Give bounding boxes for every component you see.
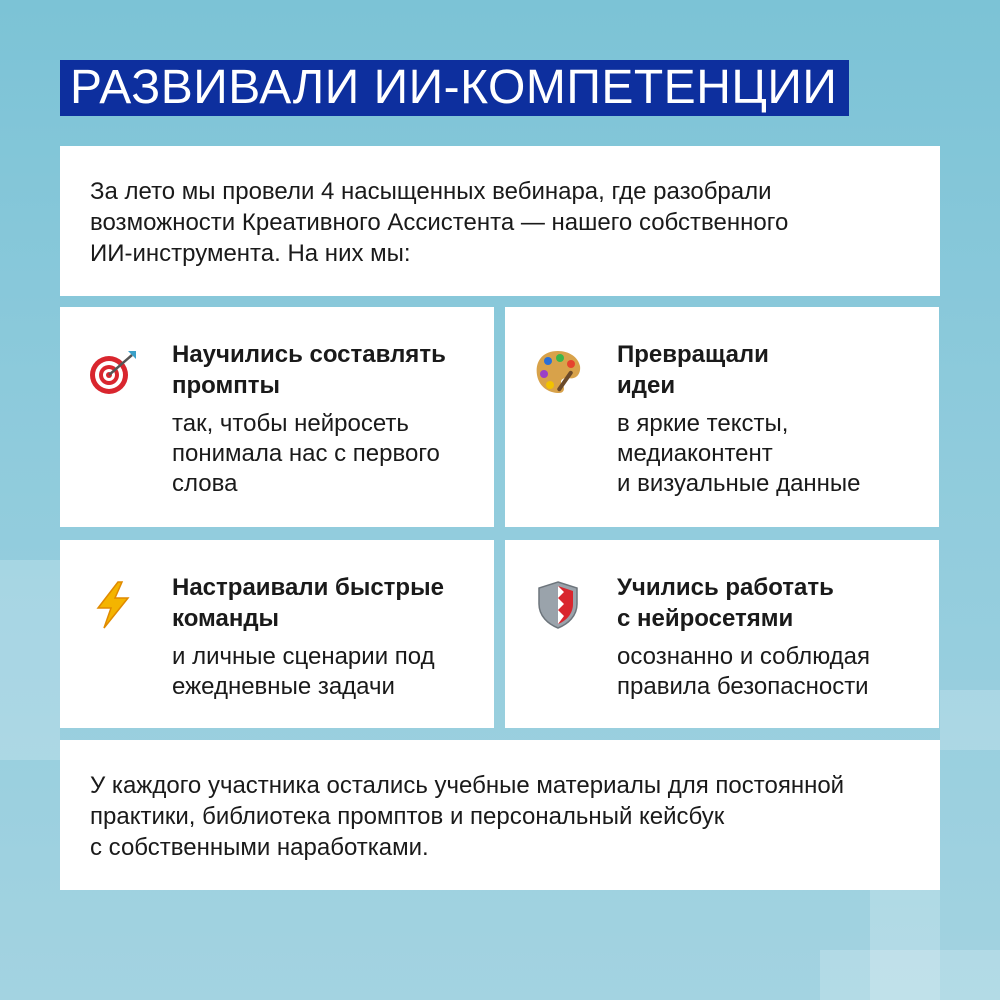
tile-commands	[60, 540, 494, 728]
tile-description: и личные сценарии под ежедневные задачи	[172, 643, 435, 700]
tile-prompts	[60, 307, 494, 527]
tile-ideas	[505, 307, 939, 527]
shield-icon	[533, 580, 583, 630]
tile-title: Научились составлять промпты	[172, 341, 446, 399]
tile-title: Учились работать с нейросетями	[617, 574, 834, 632]
background-shape	[820, 950, 1000, 1000]
target-icon	[88, 347, 138, 397]
tile-description: так, чтобы нейросеть понимала нас с первого слова	[172, 410, 440, 497]
tile-description: в яркие тексты, медиаконтент и визуальные данные	[617, 410, 861, 497]
tile-security	[505, 540, 939, 728]
tile-title: Превращали идеи	[617, 341, 769, 399]
tile-description: осознанно и соблюдая правила безопасности	[617, 643, 871, 700]
palette-icon	[533, 347, 583, 397]
tile-title: Настраивали быстрые команды	[172, 574, 444, 632]
background-shape	[0, 560, 60, 760]
outro-text: У каждого участника остались учебные материалы для постоянной практики, библиотека промптов и персональный кейсбук с собственными наработками.	[90, 772, 845, 861]
intro-text: За лето мы провели 4 насыщенных вебинара, где разобрали возможности Креативного Ассистента — нашего собственного ИИ-инструмента. На них мы:	[90, 178, 789, 267]
background-shape	[940, 690, 1000, 750]
intro-card	[60, 146, 940, 296]
lightning-icon	[88, 580, 138, 630]
page-title: РАЗВИВАЛИ ИИ-КОМПЕТЕНЦИИ	[60, 60, 849, 116]
outro-card	[60, 740, 940, 890]
